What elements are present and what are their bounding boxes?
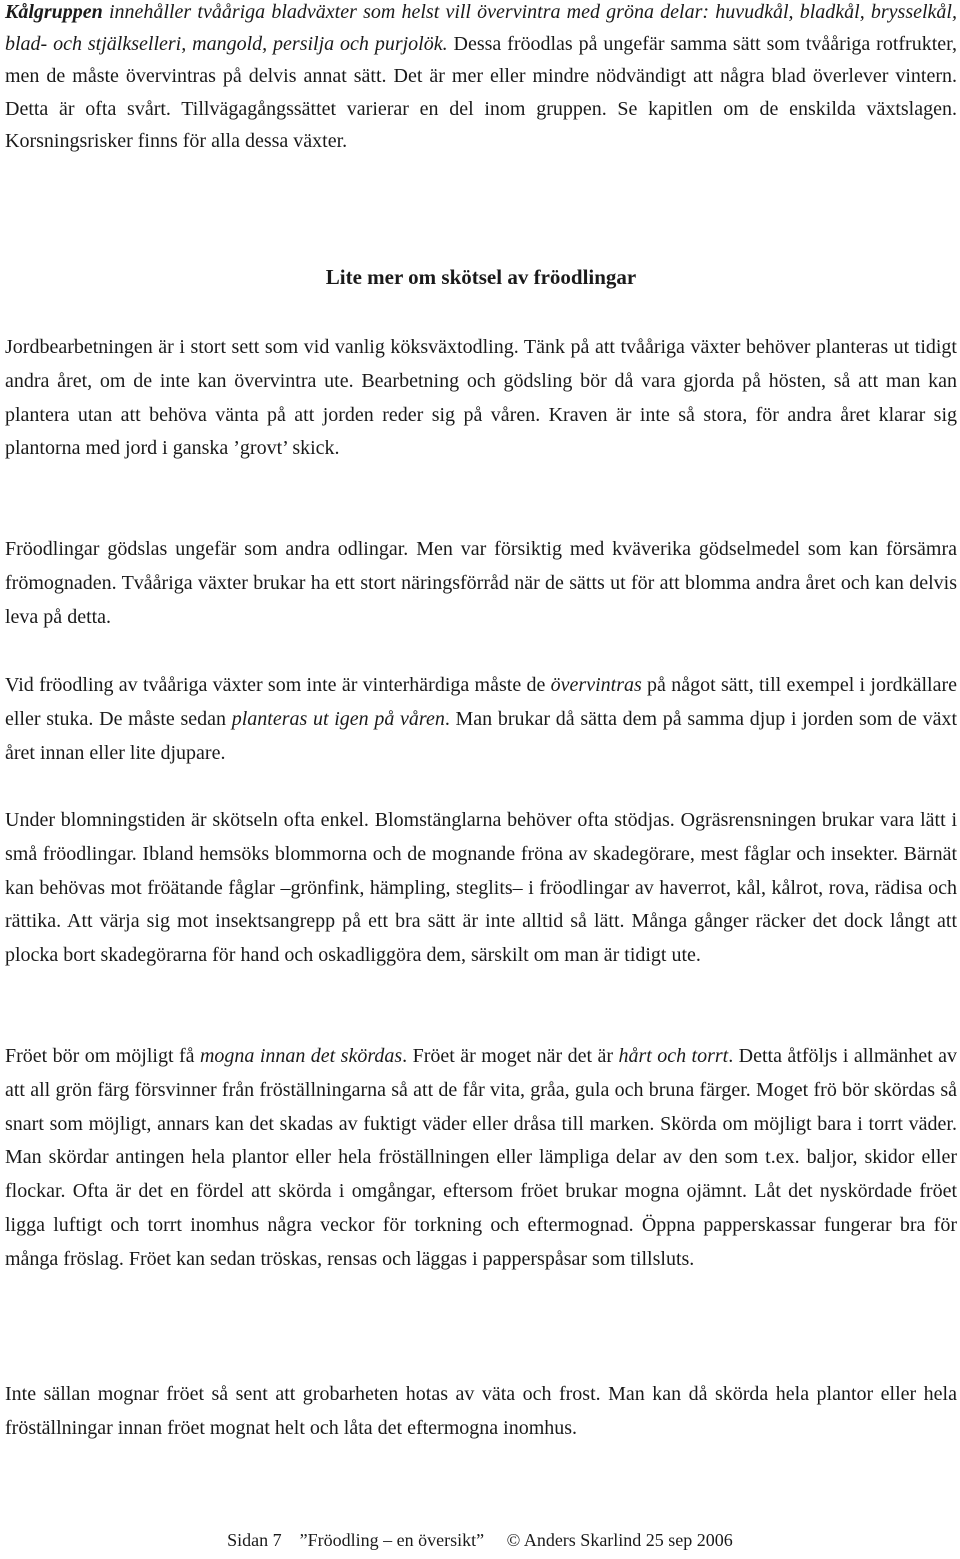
intro-lead-italic: innehåller tvååriga bladväxter som helst vill övervintra med gröna delar: huvudkål, bladkål, brysselkål, blad- och stjälkselleri, mangold, persilja och purjolök. xyxy=(5,1,957,56)
paragraph-soil: Jordbearbetningen är i stort sett som vid vanlig köksväxtodling. Tänk på att tvååriga växter behöver planteras ut tidigt andra året, om de inte kan övervintra ute. Bearbetning och gödsling bör då vara gjorda på hösten, så att man kan plantera utan att behöva vänta på att jorden reder sig på våren. Kraven är inte så stora, för andra året klarar sig plantorna med jord i ganska ’grovt’ skick. xyxy=(5,336,957,460)
p5-emphasis-1: mogna innan det skördas xyxy=(199,1045,403,1067)
p3-text-2: på något sätt, till exempel i jordkällare eller stuka. De måste sedan xyxy=(5,674,958,730)
intro-rest: Dessa fröodlas på ungefär samma sätt som tvååriga rotfrukter, men de måste övervintras på delvis annat sätt. Det är mer eller mindre nödvändigt att några blad överlever vintern. Detta är ofta svårt. Tillvägagångssättet varierar en del inom gruppen. Se kapitlen om de enskilda växtslagen. Korsningsrisker finns för alla dessa växter. xyxy=(5,33,957,152)
paragraph-fertilizing: Fröodlingar gödslas ungefär som andra odlingar. Men var försiktig med kväverika gödselmedel som kan försämra frömognaden. Tvååriga växter brukar ha ett stort näringsförråd när de sätts ut för att blomma andra året och kan delvis leva på detta. xyxy=(5,538,957,628)
p5-text-2: . Fröet är moget när det är xyxy=(402,1045,619,1067)
paragraph-flowering: Under blomningstiden är skötseln ofta enkel. Blomstänglarna behöver ofta stödjas. Ogräsrensningen brukar vara lätt i små fröodlingar. Ibland hemsöks blommorna och de mognande fröna av skadegörare, mest fåglar och insekter. Bärnät kan behövas mot fröätande fåglar –grönfink, hämpling, steglits– i fröodlingar av haverrot, kål, kålrot, rova, rädisa och rättika. Att värja sig mot insektsangrepp på ett bra sätt är inte alltid så lätt. Många gånger räcker det dock långt att plocka bort skadegörarna för hand och oskadliggöra dem, särskilt om man är tidigt ute. xyxy=(5,809,957,967)
p3-text-3: . Man brukar då sätta dem på samma djup i jorden som de växt året innan eller lite djupare. xyxy=(5,707,958,764)
paragraph-late-ripening: Inte sällan mognar fröet så sent att grobarheten hotas av väta och frost. Man kan då skörda hela plantor eller hela fröställningar innan fröet mognat helt och låta det eftermogna inomhus. xyxy=(5,1383,957,1439)
p5-text-1: Fröet bör om möjligt få xyxy=(5,1045,200,1067)
intro-paragraph xyxy=(5,0,957,157)
paragraph-harvest xyxy=(5,1040,957,1277)
paragraph-overwintering xyxy=(5,669,957,770)
p3-emphasis-2: planteras ut igen på våren xyxy=(231,707,445,730)
p5-text-3: . Detta åtföljs i allmänhet av att all grön färg försvinner från fröställningarna så att de får vita, gråa, gula och bruna färger. Moget frö bör skördas så snart som möjligt, annars kan det skadas av fuktigt väder eller dråsa till marken. Skörda om möjligt bara i torrt väder. Man skördar antingen hela plantor eller hela fröställningen eller lämpliga delar av den som t.ex. baljor, skidor eller flockar. Ofta är det en fördel att skörda i omgångar, eftersom fröet brukar mogna ojämnt. Låt det nyskördade fröet ligga luftigt och torrt inomhus några veckor för torkning och eftermognad. Öppna papperskassar fungerar bra för många fröslag. Fröet kan sedan tröskas, rensas och läggas i papperspåsar som tillsluts. xyxy=(5,1045,957,1270)
p3-text-1: Vid fröodling av tvååriga växter som inte är vinterhärdiga måste de xyxy=(5,674,551,696)
intro-lead-bold: Kålgruppen xyxy=(5,1,103,23)
section-heading: Lite mer om skötsel av fröodlingar xyxy=(325,265,637,289)
p3-emphasis-1: övervintras xyxy=(550,674,642,696)
p5-emphasis-2: hårt och torrt xyxy=(618,1045,729,1067)
page-footer: Sidan 7 ”Fröodling – en översikt” © Anders Skarlind 25 sep 2006 xyxy=(227,1530,733,1550)
